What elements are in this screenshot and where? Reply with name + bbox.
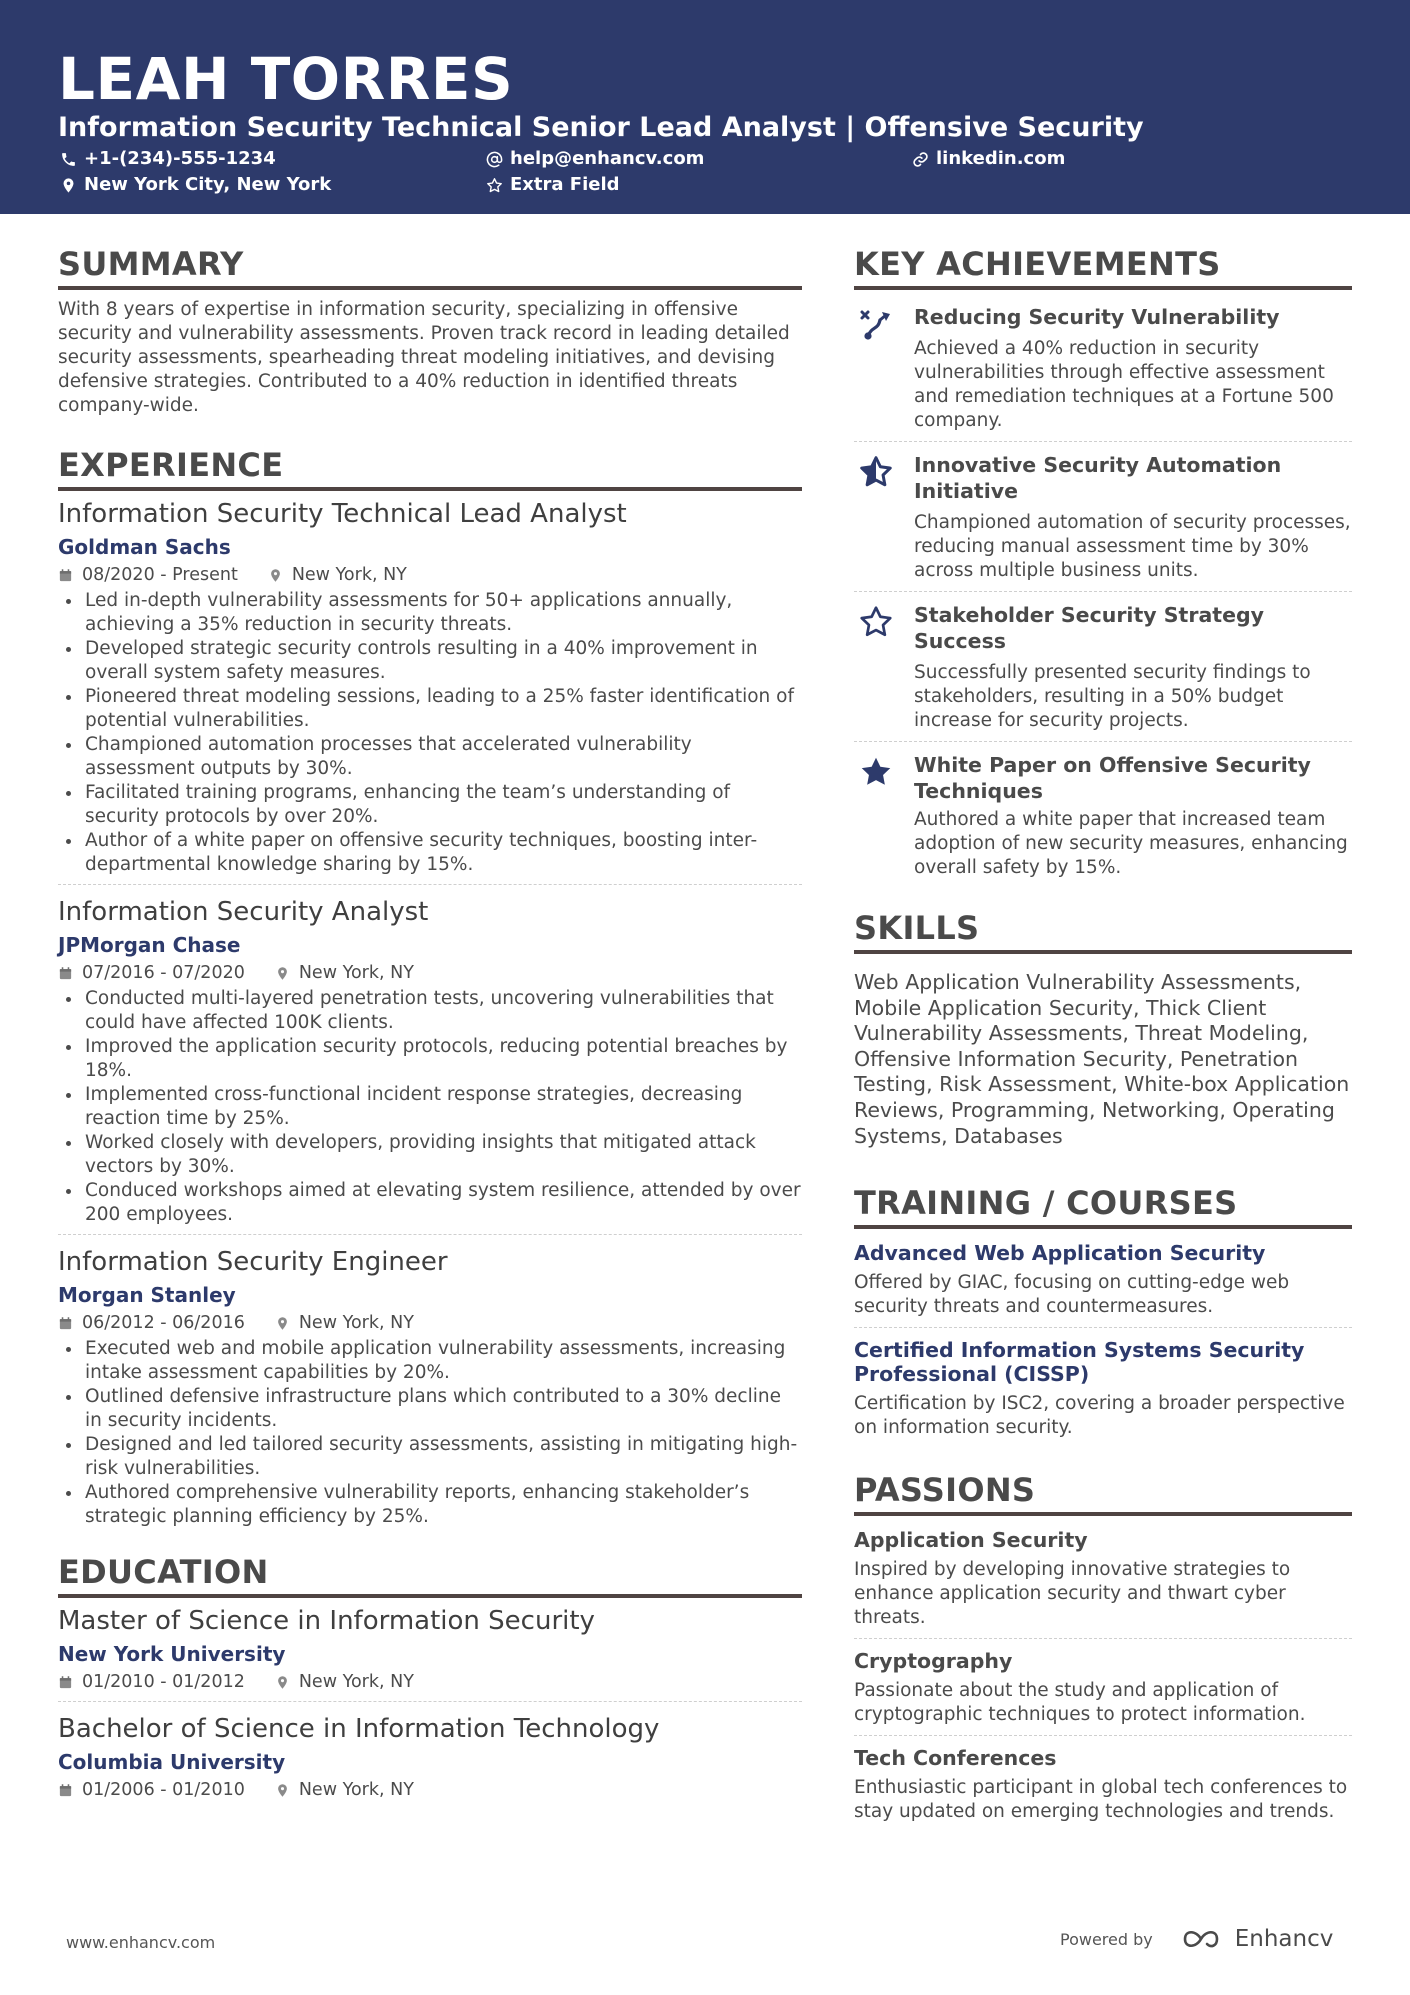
- achievement-title: Reducing Security Vulnerability: [914, 305, 1280, 329]
- achievement-body: [914, 602, 1352, 733]
- achievement-icon-wrap: [854, 304, 914, 433]
- bullet-item: Outlined defensive infrastructure plans which contributed to a 30% decline in security incidents.: [58, 1385, 802, 1433]
- passion-item: [854, 1639, 1352, 1736]
- contact-phone[interactable]: [60, 148, 276, 170]
- right-column: [854, 244, 1352, 1832]
- bullet-item: Improved the application security protocols, reducing potential breaches by 18%.: [58, 1035, 802, 1083]
- education-location: [275, 1670, 414, 1694]
- resume-header: [0, 0, 1410, 214]
- bullet-item: Developed strategic security controls resulting in a 40% improvement in overall system safety measures.: [58, 637, 802, 685]
- achievement-title: Innovative Security Automation Initiative: [914, 453, 1282, 503]
- footer-powered: [1060, 1926, 1333, 1952]
- job-location: [275, 1311, 414, 1335]
- summary-heading: SUMMARY: [58, 244, 802, 290]
- job-dates: 08/2020 - Present: [82, 565, 238, 585]
- powered-by-text: Powered by: [1060, 1929, 1153, 1949]
- job-title: Information Security Engineer: [58, 1247, 448, 1277]
- star-filled-icon: [858, 754, 894, 790]
- achievement-body: [914, 752, 1352, 880]
- passion-item: [854, 1518, 1352, 1639]
- map-pin-icon: [275, 1316, 290, 1331]
- achievement-title: White Paper on Offensive Security Techniques: [914, 753, 1311, 803]
- achievement-icon-wrap: [854, 602, 914, 733]
- map-pin-icon: [275, 1783, 290, 1798]
- job-entry: [58, 1245, 802, 1536]
- training-list: [854, 1231, 1352, 1448]
- bullet-item: Designed and led tailored security assessments, assisting in mitigating high-risk vulnerabilities.: [58, 1433, 802, 1481]
- bullet-item: Facilitated training programs, enhancing the team’s understanding of security protocols by over 20%.: [58, 781, 802, 829]
- bullet-item: Led in-depth vulnerability assessments for 50+ applications annually, achieving a 35% reduction in security threats.: [58, 589, 802, 637]
- job-location-text: New York, NY: [291, 565, 407, 585]
- at-icon: [486, 151, 503, 168]
- school-name: Columbia University: [58, 1750, 286, 1774]
- extra-text: Extra Field: [510, 174, 620, 195]
- achievement-desc: Achieved a 40% reduction in security vulnerabilities through effective assessment and remediation techniques at a Fortune 500 company.: [914, 338, 1334, 431]
- course-item: [854, 1328, 1352, 1448]
- calendar-icon: [58, 568, 73, 583]
- experience-heading: EXPERIENCE: [58, 445, 802, 491]
- star-outline-icon: [486, 177, 503, 194]
- course-item: [854, 1231, 1352, 1328]
- contact-email[interactable]: [486, 148, 704, 170]
- enhancv-logo-icon: [1181, 1926, 1227, 1952]
- job-entry: [58, 895, 802, 1235]
- course-desc: Offered by GIAC, focusing on cutting-edge web security threats and countermeasures.: [854, 1272, 1290, 1318]
- achievement-item: [854, 294, 1352, 442]
- bullet-item: Championed automation processes that accelerated vulnerability assessment outputs by 30%.: [58, 733, 802, 781]
- job-meta: [58, 1311, 802, 1335]
- email-text: help@enhancv.com: [510, 148, 705, 169]
- skills-text: Web Application Vulnerability Assessments, Mobile Application Security, Thick Client Vulnerability Assessments, Threat Modeling, Offensive Information Security, Penetration Testing, Risk Assessment, White-box Application Reviews, Programming, Networking, Operating Systems, Databases: [854, 970, 1350, 1148]
- job-meta: [58, 563, 802, 587]
- education-entry: [58, 1604, 802, 1702]
- course-title: Certified Information Systems Security Professional (CISSP): [854, 1338, 1305, 1387]
- job-dates: 06/2012 - 06/2016: [82, 1313, 245, 1333]
- job-company: Morgan Stanley: [58, 1283, 236, 1307]
- candidate-headline: Information Security Technical Senior Lead Analyst | Offensive Security: [58, 112, 1144, 143]
- bullet-item: Conducted multi-layered penetration tests, uncovering vulnerabilities that could have affected 100K clients.: [58, 987, 802, 1035]
- education-entry: [58, 1712, 802, 1809]
- bullet-item: Author of a white paper on offensive security techniques, boosting inter-departmental knowledge sharing by 15%.: [58, 829, 802, 877]
- education-meta: [58, 1778, 802, 1802]
- map-pin-icon: [275, 966, 290, 981]
- contact-location: [60, 174, 331, 196]
- achievement-icon-wrap: [854, 752, 914, 880]
- achievement-item: [854, 442, 1352, 592]
- bullet-item: Pioneered threat modeling sessions, leading to a 25% faster identification of potential vulnerabilities.: [58, 685, 802, 733]
- passions-list: [854, 1518, 1352, 1832]
- calendar-icon: [58, 1675, 73, 1690]
- route-icon: [858, 306, 894, 342]
- degree-title: Bachelor of Science in Information Technology: [58, 1714, 660, 1744]
- achievement-item: [854, 742, 1352, 888]
- summary-text: With 8 years of expertise in information security, specializing in offensive security and vulnerability assessments. Proven track record in leading detailed security assessments, spearheading threat modeling initiatives, and devising defensive strategies. Contributed to a 40% reduction in identified threats company-wide.: [58, 299, 790, 416]
- passion-desc: Inspired by developing innovative strategies to enhance application security and thwart cyber threats.: [854, 1559, 1291, 1629]
- education-list: [58, 1604, 802, 1809]
- skills-heading: SKILLS: [854, 908, 1352, 954]
- passion-item: [854, 1736, 1352, 1832]
- contact-linkedin[interactable]: [912, 148, 1065, 170]
- calendar-icon: [58, 966, 73, 981]
- star-outline-icon: [858, 604, 894, 640]
- achievements-list: [854, 294, 1352, 888]
- education-location-text: New York, NY: [298, 1780, 414, 1800]
- education-location: [275, 1778, 414, 1802]
- passion-desc: Passionate about the study and application of cryptographic techniques to protect information.: [854, 1680, 1306, 1726]
- education-heading: EDUCATION: [58, 1552, 802, 1598]
- phone-icon: [60, 151, 77, 168]
- job-meta: [58, 961, 802, 985]
- job-bullets: [58, 589, 802, 877]
- job-bullets: [58, 987, 802, 1227]
- achievement-body: [914, 304, 1352, 433]
- bullet-item: Worked closely with developers, providing insights that mitigated attack vectors by 30%.: [58, 1131, 802, 1179]
- achievement-title: Stakeholder Security Strategy Success: [914, 603, 1265, 653]
- map-pin-icon: [60, 177, 77, 194]
- star-half-icon: [858, 454, 894, 490]
- achievement-body: [914, 452, 1352, 583]
- achievements-heading: KEY ACHIEVEMENTS: [854, 244, 1352, 290]
- passions-heading: PASSIONS: [854, 1470, 1352, 1516]
- education-dates: 01/2010 - 01/2012: [82, 1672, 245, 1692]
- achievement-item: [854, 592, 1352, 742]
- course-title: Advanced Web Application Security: [854, 1241, 1266, 1266]
- training-heading: TRAINING / COURSES: [854, 1183, 1352, 1229]
- achievement-desc: Authored a white paper that increased team adoption of new security measures, enhancing overall safety by 15%.: [914, 809, 1348, 878]
- passion-title: Tech Conferences: [854, 1746, 1057, 1771]
- course-desc: Certification by ISC2, covering a broader perspective on information security.: [854, 1393, 1345, 1439]
- job-title: Information Security Technical Lead Analyst: [58, 499, 627, 529]
- experience-list: [58, 497, 802, 1536]
- passion-desc: Enthusiastic participant in global tech conferences to stay updated on emerging technologies and trends.: [854, 1777, 1348, 1823]
- linkedin-text: linkedin.com: [936, 148, 1066, 169]
- degree-title: Master of Science in Information Security: [58, 1606, 595, 1636]
- link-icon: [912, 151, 929, 168]
- job-company: Goldman Sachs: [58, 535, 231, 559]
- bullet-item: Executed web and mobile application vulnerability assessments, increasing intake assessment capabilities by 20%.: [58, 1337, 802, 1385]
- job-bullets: [58, 1337, 802, 1529]
- job-entry: [58, 497, 802, 885]
- job-dates: 07/2016 - 07/2020: [82, 963, 245, 983]
- school-name: New York University: [58, 1642, 286, 1666]
- brand-logo[interactable]: [1181, 1926, 1334, 1952]
- contact-extra: [486, 174, 620, 196]
- job-title: Information Security Analyst: [58, 897, 429, 927]
- bullet-item: Conduced workshops aimed at elevating system resilience, attended by over 200 employees.: [58, 1179, 802, 1227]
- job-location: [268, 563, 407, 587]
- calendar-icon: [58, 1783, 73, 1798]
- passion-title: Cryptography: [854, 1649, 1013, 1674]
- map-pin-icon: [268, 568, 283, 583]
- achievement-desc: Championed automation of security processes, reducing manual assessment time by 30% across multiple business units.: [914, 512, 1351, 581]
- education-meta: [58, 1670, 802, 1694]
- left-column: [58, 244, 802, 1819]
- bullet-item: Authored comprehensive vulnerability reports, enhancing stakeholder’s strategic planning efficiency by 25%.: [58, 1481, 802, 1529]
- achievement-icon-wrap: [854, 452, 914, 583]
- job-company: JPMorgan Chase: [58, 933, 241, 957]
- education-location-text: New York, NY: [298, 1672, 414, 1692]
- job-location: [275, 961, 414, 985]
- job-location-text: New York, NY: [298, 963, 414, 983]
- calendar-icon: [58, 1316, 73, 1331]
- phone-text: +1-(234)-555-1234: [84, 148, 276, 169]
- map-pin-icon: [275, 1675, 290, 1690]
- location-text: New York City, New York: [84, 174, 332, 195]
- bullet-item: Implemented cross-functional incident response strategies, decreasing reaction time by 25%.: [58, 1083, 802, 1131]
- achievement-desc: Successfully presented security findings to stakeholders, resulting in a 50% budget increase for security projects.: [914, 662, 1311, 731]
- passion-title: Application Security: [854, 1528, 1088, 1553]
- footer-website[interactable]: www.enhancv.com: [66, 1933, 216, 1952]
- education-dates: 01/2006 - 01/2010: [82, 1780, 245, 1800]
- candidate-name: LEAH TORRES: [58, 45, 514, 113]
- brand-name: Enhancv: [1234, 1926, 1334, 1952]
- job-location-text: New York, NY: [298, 1313, 414, 1333]
